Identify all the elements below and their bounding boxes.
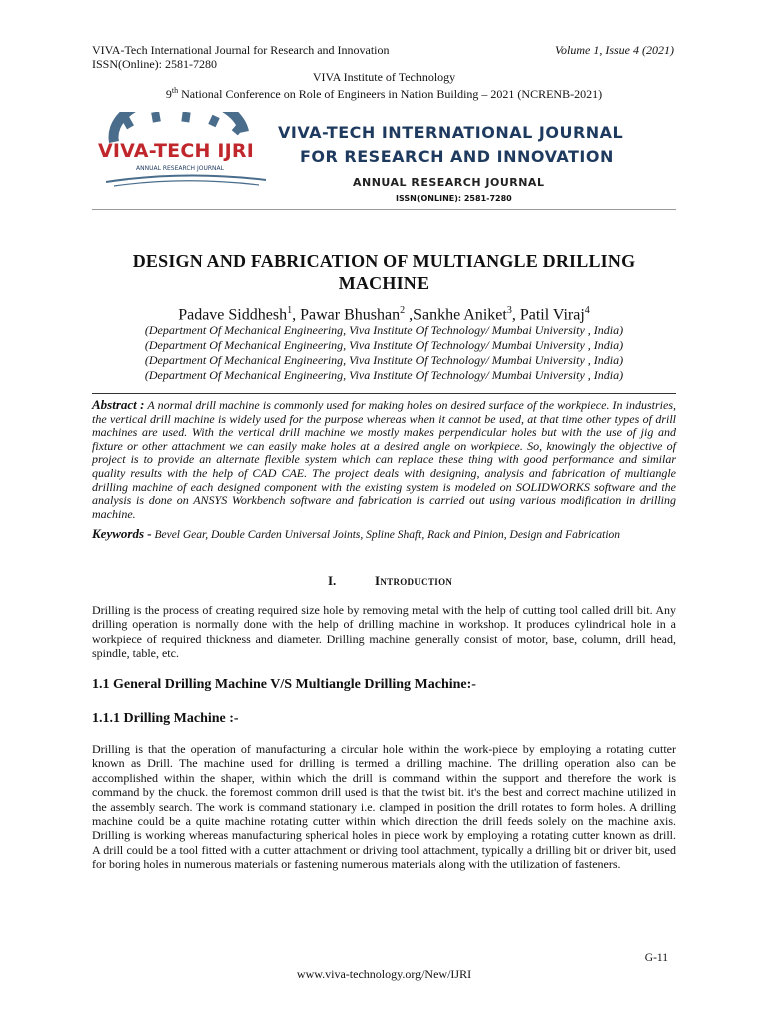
keywords [92, 527, 676, 543]
paper-title-line1: DESIGN AND FABRICATION OF MULTIANGLE DRILLING [132, 251, 636, 271]
author-name: Pawar Bhushan [300, 306, 401, 324]
banner-divider [92, 209, 676, 210]
drilling-paragraph: Drilling is that the operation of manufacturing a circular hole within the work-piece by employing a rotating cutter known as Drill. The machine used for drilling is termed a drilling machine. The drilling operation also can be accomplished within the shaper, within which the drill is command within the support and therefore the work is command by the chuck. the foremost common drill used is that the twist bit. it's the best and correct machine utilized in the assembly search. The work is command stationary i.e. clamped in position the drill rotates to form holes. A drilling machine could be a quite machine rotating cutter within which direction the drill feeds solely on the machine axis. Drilling is working whereas manufacturing spherical holes in piece work by employing a rotating cutter known as drill. A drill could be a tool fitted with a cutter attachment or driving tool attachment, typically a drilling bit or driver bit, used for boring holes in numerous materials or fastening numerous materials along with the utilization of fasteners. [92, 742, 676, 872]
running-header-institute: VIVA Institute of Technology [312, 70, 456, 84]
subsection-heading: 1.1 General Drilling Machine V/S Multiangle Drilling Machine:- [92, 677, 476, 692]
abstract-label: Abstract : [92, 397, 145, 412]
subsubsection-heading: 1.1.1 Drilling Machine :- [92, 711, 239, 726]
running-header-volume: Volume 1, Issue 4 (2021) [555, 43, 674, 57]
affiliation: (Department Of Mechanical Engineering, Viva Institute Of Technology/ Mumbai University , India) [144, 338, 624, 352]
affiliation: (Department Of Mechanical Engineering, Viva Institute Of Technology/ Mumbai University , India) [144, 368, 624, 382]
affiliation: (Department Of Mechanical Engineering, Viva Institute Of Technology/ Mumbai University , India) [144, 323, 624, 337]
page-number: G-11 [644, 952, 668, 964]
running-header-conference: 9th National Conference on Role of Engineers in Nation Building – 2021 (NCRENB-2021) [165, 86, 603, 101]
author-name: Sankhe Aniket [413, 306, 507, 324]
keywords-text: Bevel Gear, Double Carden Universal Joints, Spline Shaft, Rack and Pinion, Design and Fabrication [151, 529, 621, 541]
abstract [92, 398, 676, 521]
logo-wordmark: VIVA-TECH IJRI [98, 140, 255, 162]
logo-tagline: ANNUAL RESEARCH JOURNAL [136, 165, 224, 172]
abstract-text: A normal drill machine is commonly used for making holes on desired surface of the workpiece. In industries, the vertical drill machine is widely used for the purpose whereas when it cannot be used, at that time other types of drill machines are used. With the vertical drill machine we mostly makes perpendicular holes but with the use of jig and fixture or other attachment we can easily make holes at a desired angle on workpiece. So, knowingly the objective of project is to provide an alternate flexible system which can replace these thing with good performance and similar quality results with the help of CAD CAE. The project deals with designing, analysis and fabrication of multiangle drilling machine of each designed component with the existing system is modeled on SOLIDWORKS software and the analysis is done on ANSYS Workbench software and fabrication is carried out using various modification in drilling machine. [92, 398, 676, 521]
running-header-journal: VIVA-Tech International Journal for Research and Innovation [92, 43, 390, 57]
paper-title-line2: MACHINE [338, 273, 430, 293]
affiliation: (Department Of Mechanical Engineering, Viva Institute Of Technology/ Mumbai University , India) [144, 353, 624, 367]
intro-paragraph: Drilling is the process of creating required size hole by removing metal with the help of cutting tool called drill bit. Any drilling operation is normally done with the help of drilling machine in workshop. It produces cylindrical hole in a workpiece of required thickness and diameter. Drilling machine generally consist of motor, base, column, drill head, spindle, table, etc. [92, 603, 676, 661]
banner-subtitle: ANNUAL RESEARCH JOURNAL [353, 176, 545, 189]
abstract-top-rule [92, 393, 676, 394]
footer-url[interactable]: www.viva-technology.org/New/IJRI [296, 967, 472, 981]
author-name: Patil Viraj [519, 306, 585, 324]
banner-issn: ISSN(ONLINE): 2581-7280 [396, 194, 512, 203]
banner-title-line2: FOR RESEARCH AND INNOVATION [300, 147, 614, 166]
keywords-label: Keywords - [92, 526, 152, 541]
author-list: Padave Siddhesh$^1$, Pawar Bhushan$^2$ ,Sankhe Aniket$^3$, Patil Viraj$^4$ [178, 305, 590, 324]
journal-logo [94, 112, 274, 188]
section-heading: Introduction [375, 573, 453, 588]
running-header-issn: ISSN(Online): 2581-7280 [92, 57, 217, 71]
banner-title-line1: VIVA-TECH INTERNATIONAL JOURNAL [278, 123, 624, 142]
author-name: Padave Siddhesh [178, 306, 288, 324]
section-number: I. [328, 573, 337, 588]
